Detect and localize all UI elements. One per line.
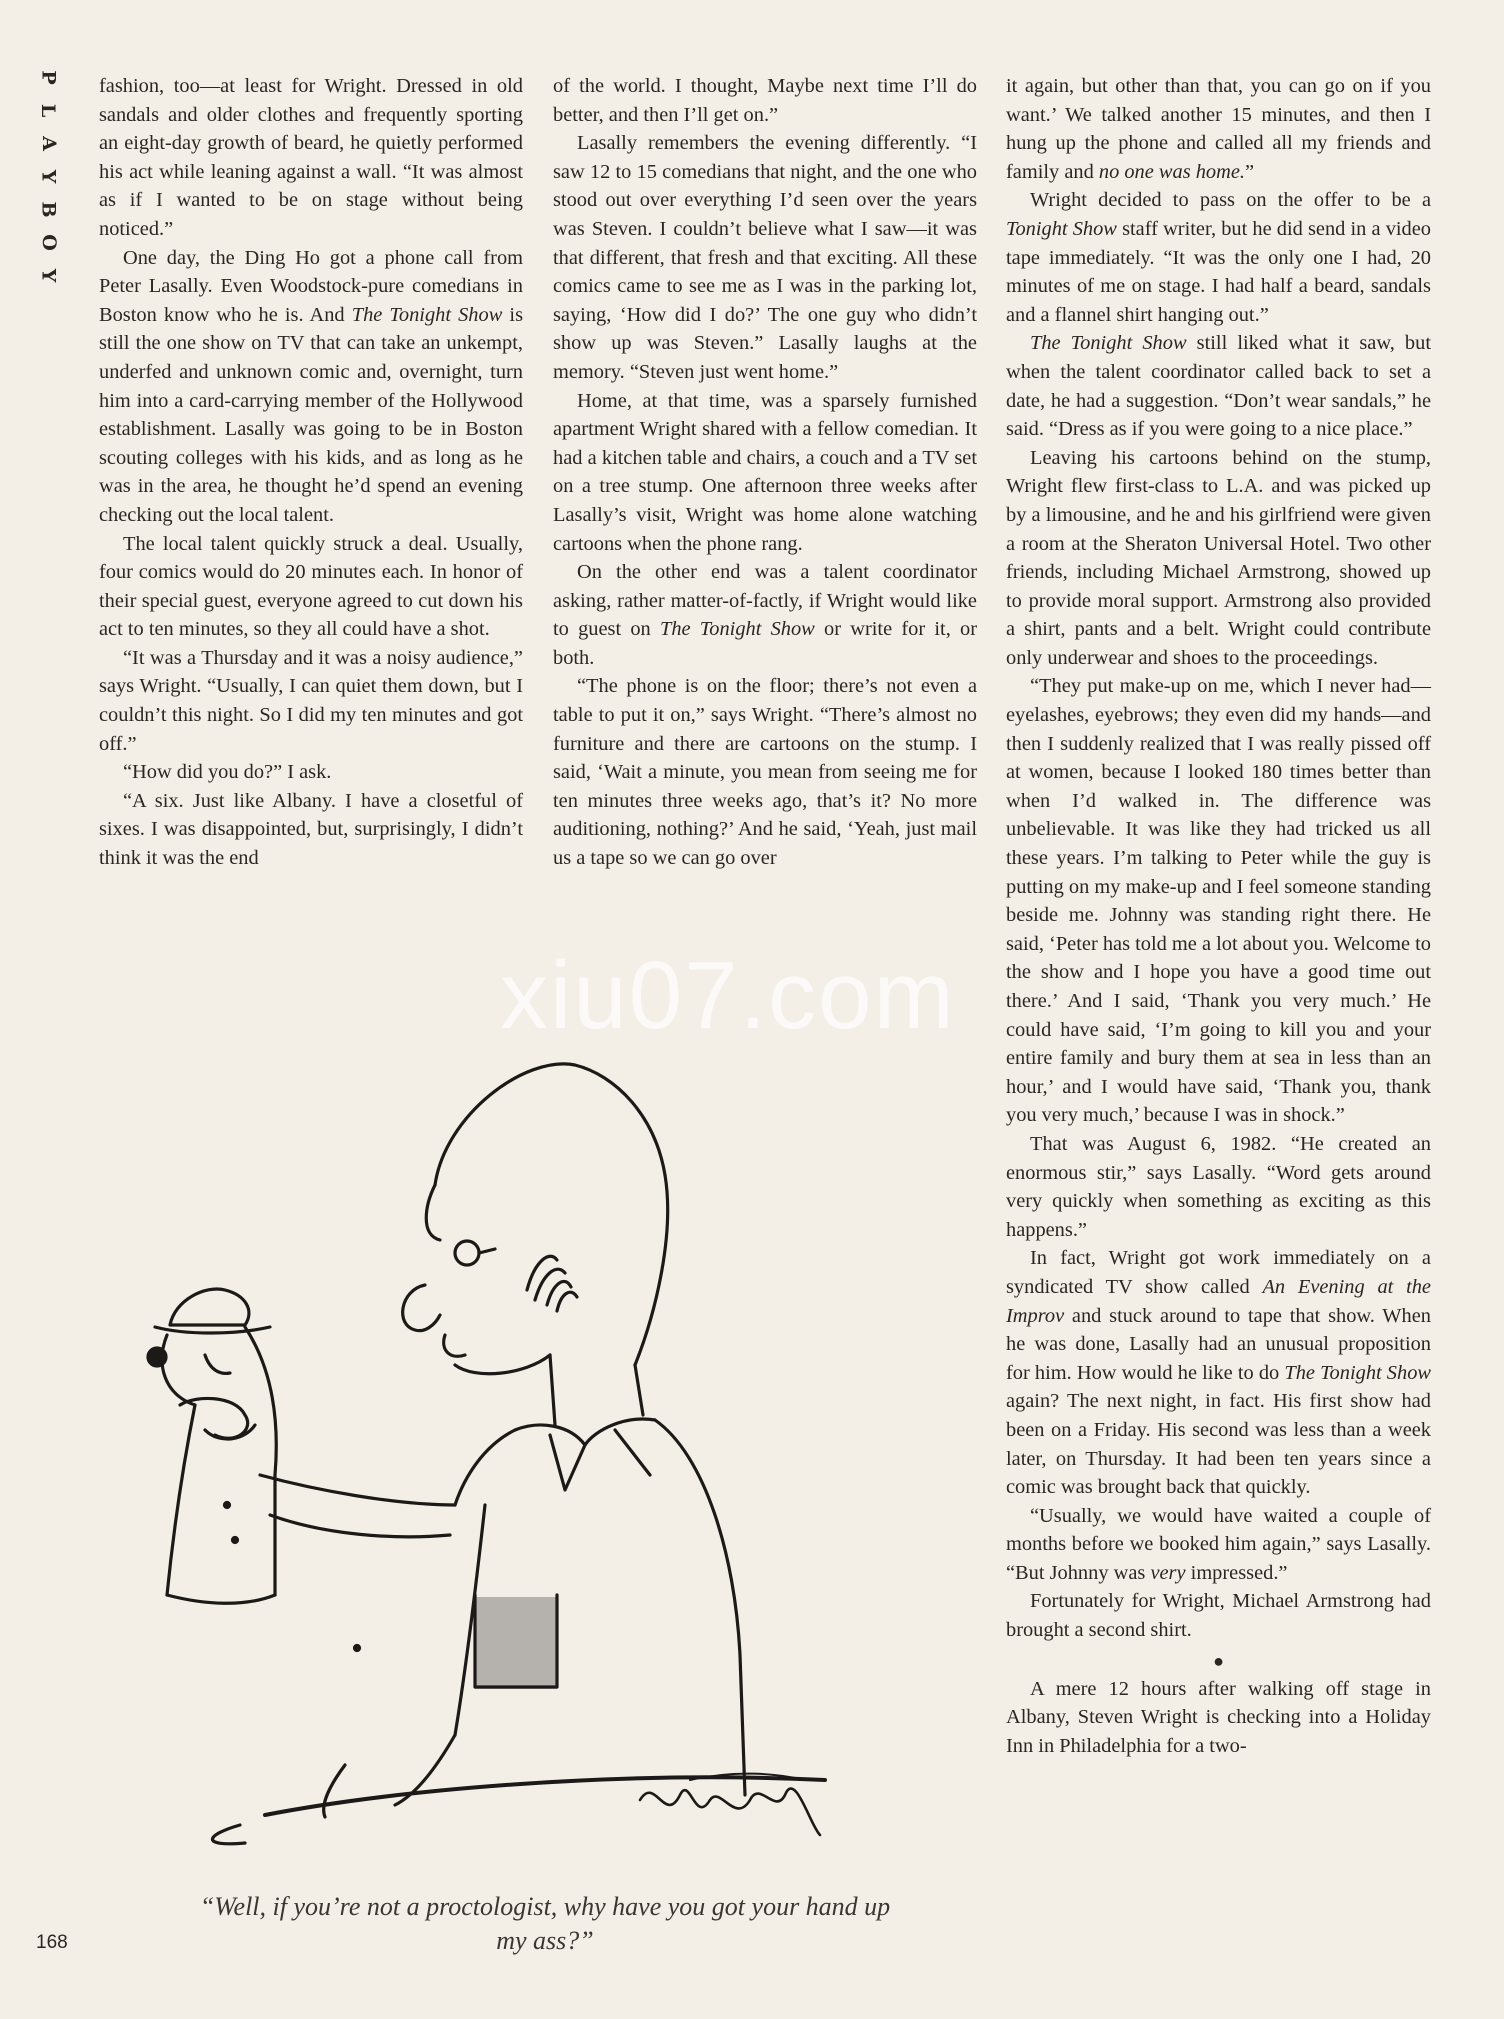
paragraph (1006, 1244, 1431, 1501)
artist-signature (640, 1789, 820, 1835)
running-head-letter: P (37, 70, 60, 85)
paragraph: “A six. Just like Albany. I have a closetful of sixes. I was disappointed, but, surprisingly, I didn’t think it was the end (99, 789, 523, 870)
text-run: One day, the Ding Ho got a phone call from Peter Lasally. Even Woodstock-pure comedians in Boston know who he is. And (99, 246, 523, 326)
glasses-icon (455, 1241, 479, 1265)
paragraph (1006, 186, 1431, 329)
puppet-hat (170, 1289, 249, 1325)
text-run: On the other end was a talent coordinator asking, rather matter-of-factly, if Wright would like to guest on (553, 561, 977, 641)
paragraph: “It was a Thursday and it was a noisy audience,” says Wright. “Usually, I can quiet them down, but I couldn’t this night. So I did my ten minutes and got off.” (99, 646, 523, 755)
paragraph: Leaving his cartoons behind on the stump, Wright flew first-class to L.A. and was picked up by a limousine, and he and his girlfriend were given a room at the Sheraton Universal Hotel. Two other friends, including Michael Armstrong, showed up to provide moral support. Armstrong also provided a shirt, pants and a belt. Wright could contribute only underwear and shoes to the proceedings. (1006, 446, 1431, 669)
text-run: impressed.” (1190, 1561, 1288, 1584)
running-head-letter: O (37, 234, 60, 251)
paragraph: fashion, too—at least for Wright. Dressed in old sandals and older clothes and frequently sporting an eight-day growth of beard, he quietly performed his act while leaning against a wall. “It was almost as if I wanted to be on stage without being noticed.” (99, 75, 523, 240)
paragraph: of the world. I thought, Maybe next time I’ll do better, and then I’ll get on.” (553, 75, 977, 126)
show-title: The Tonight Show (659, 618, 815, 641)
show-title: The Tonight Show (351, 303, 503, 326)
text-run: still liked what it saw, but when the talent coordinator called back to set a date, he had a suggestion. “Don’t wear sandals,” he said. “Dress as if you were going to a nice place.” (1006, 332, 1431, 441)
text-run: Wright decided to pass on the offer to be a (1030, 189, 1431, 212)
page-number: 168 (36, 1932, 68, 1953)
paragraph: A mere 12 hours after walking off stage in Albany, Steven Wright is checking into a Holiday Inn in Philadelphia for a two- (1006, 1677, 1431, 1757)
running-head-letter: B (37, 201, 60, 218)
emphasis: no one was home. (1098, 160, 1245, 183)
show-title: Tonight Show (1006, 217, 1117, 240)
text-run: “Usually, we would have waited a couple of months before we booked him again,” says Lasally. “But Johnny was (1006, 1504, 1431, 1584)
section-break-bullet: ● (1213, 1650, 1224, 1671)
paragraph: Fortunately for Wright, Michael Armstrong had brought a second shirt. (1006, 1590, 1431, 1642)
paragraph (1006, 1502, 1431, 1588)
article-column-1 (99, 72, 523, 873)
paragraph (99, 244, 523, 530)
paragraph: That was August 6, 1982. “He created an enormous stir,” says Lasally. “Word gets around very quickly when something as exciting as this happens.” (1006, 1132, 1431, 1241)
show-title: The Tonight Show (1030, 332, 1187, 355)
paragraph: Lasally remembers the evening differently. “I saw 12 to 15 comedians that night, and the one who stood out over everything I’d seen over the years was Steven. I couldn’t believe what I saw—it was that different, that fresh and that exciting. All these comics came to see me as I was in the parking lot, saying, ‘How did I do?’ The one guy who didn’t show up was Steven.” Lasally laughs at the memory. “Steven just went home.” (553, 132, 977, 383)
paragraph (1006, 329, 1431, 443)
show-title: The Tonight Show (1284, 1361, 1431, 1384)
text-run: In fact, Wright got work immediately on a syndicated TV show called (1006, 1247, 1431, 1298)
running-head (33, 68, 63, 285)
text-run: it again, but other than that, you can go on if you want.’ We talked another 15 minutes, and then I hung up the phone and called all my friends and family and (1006, 75, 1431, 183)
man-head-outline (435, 1064, 665, 1185)
paragraph: “How did you do?” I ask. (123, 761, 332, 784)
watermark: xiu07.com (500, 942, 956, 1049)
running-head-letter: Y (37, 169, 60, 184)
signature-text: Vahl Luffs (715, 1850, 720, 1851)
article-column-3 (1006, 72, 1431, 1760)
text-run: ” (1245, 160, 1255, 183)
text-run: is still the one show on TV that can take an unkempt, underfed and unknown comic and, overnight, turn him into a card-carrying member of the Hollywood establishment. Lasally was going to be in Boston scouting colleges with his kids, and as long as he was in the area, he thought he’d spend an evening checking out the local talent. (99, 303, 524, 526)
text-run: and stuck around to tape that show. When he was done, Lasally had an unusual proposition for him. How would he like to do (1006, 1304, 1431, 1384)
running-head-letter: Y (37, 268, 60, 283)
text-run: again? The next night, in fact. His first show had been on a Friday. His second was less than a week later, on Thursday. It had been ten years since a comic was brought back that quickly. (1006, 1390, 1431, 1499)
shirt-pocket (475, 1597, 557, 1689)
show-title: An Evening at the Improv (1006, 1275, 1431, 1327)
cartoon-illustration (95, 1035, 985, 1870)
paragraph (553, 558, 977, 672)
paragraph: Home, at that time, was a sparsely furnished apartment Wright shared with a fellow comedian. It had a kitchen table and chairs, a couch and a TV set on a tree stump. One afternoon three weeks after Lasally’s visit, Wright was home alone watching cartoons when the phone rang. (553, 389, 977, 555)
article-column-2 (553, 72, 977, 873)
paragraph: “The phone is on the floor; there’s not even a table to put it on,” says Wright. “There’s almost no furniture and there are cartoons on the stump. I said, ‘Wait a minute, you mean from seeing me for ten minutes three weeks ago, that’s it? No more auditioning, nothing?’ And he said, ‘Yeah, just mail us a tape so we can go over (553, 675, 977, 870)
emphasis: very (1150, 1561, 1186, 1584)
text-run: staff writer, but he did send in a video tape immediately. “It was the only one I had, 20 minutes of me on stage. I had half a beard, sandals and a flannel shirt hanging out.” (1006, 217, 1431, 326)
cartoon-caption: “Well, if you’re not a proctologist, why have you got your hand up my ass?” (199, 1892, 891, 1955)
paragraph: “They put make-up on me, which I never had—eyelashes, eyebrows; they even did my hands—and then I suddenly realized that I was really pissed off at women, because I looked 180 times better than when I’d walked in. The difference was unbelievable. It was like they had tricked us all these years. I’m talking to Peter while the guy is putting on my make-up and I feel someone standing beside me. Johnny was standing right there. He said, ‘Peter has told me a lot about you. Welcome to the show and I hope you have a good time out there.’ And I said, ‘Thank you very much.’ He could have said, ‘I’m going to kill you and your entire family and bury them at sea in less than an hour,’ and I would have said, ‘Thank you, thank you very much,’ because I was in shock.” (1006, 675, 1431, 1127)
paragraph (1006, 72, 1431, 186)
paragraph: The local talent quickly struck a deal. Usually, four comics would do 20 minutes each. In honor of their special guest, everyone agreed to cut down his act to ten minutes, so they all could have a shot. (99, 532, 523, 641)
text-run: or write for it, or both. (553, 618, 977, 669)
running-head-letter: L (37, 103, 60, 118)
running-head-letter: A (37, 136, 60, 151)
